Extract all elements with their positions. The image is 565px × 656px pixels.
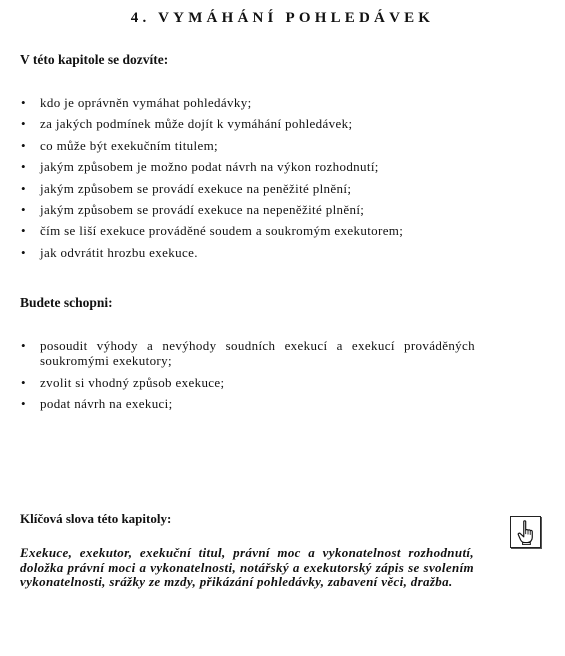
list-item — [20, 242, 475, 263]
list-item-text: co může být exekučním titulem; — [40, 137, 219, 153]
bullet-icon: • — [21, 338, 26, 353]
bullet-icon: • — [21, 202, 26, 218]
list-item-text: jak odvrátit hrozbu exekuce. — [40, 244, 198, 260]
bullet-icon: • — [21, 159, 26, 175]
bullet-icon: • — [21, 137, 26, 153]
list-item — [20, 338, 475, 368]
bullet-icon: • — [21, 396, 26, 411]
bullet-icon: • — [21, 244, 26, 260]
skills-heading: Budete schopni: — [20, 295, 113, 310]
pointing-hand-icon-graphic — [511, 517, 540, 547]
list-item-text: jakým způsobem se provádí exekuce na peněžité plnění; — [40, 180, 352, 196]
bullet-icon: • — [21, 95, 26, 110]
pointing-hand-icon — [510, 516, 541, 548]
bullet-icon: • — [21, 374, 26, 390]
keywords-heading: Klíčová slova této kapitoly: — [20, 511, 172, 526]
list-item-text: jakým způsobem se provádí exekuce na nepeněžité plnění; — [40, 202, 365, 218]
chapter-title: 4. VYMÁHÁNÍ POHLEDÁVEK — [130, 10, 435, 26]
skills-list — [20, 338, 475, 418]
list-item-text: podat návrh na exekuci; — [40, 396, 173, 411]
intro-list — [20, 92, 475, 263]
intro-heading: V této kapitole se dozvíte: — [20, 52, 169, 67]
list-item-text: za jakých podmínek může dojít k vymáhání pohledávek; — [40, 116, 353, 132]
list-item — [20, 135, 475, 156]
bullet-icon: • — [21, 116, 26, 132]
list-item-text: čím se liší exekuce prováděné soudem a soukromým exekutorem; — [40, 223, 404, 239]
list-item — [20, 92, 475, 113]
bullet-icon: • — [21, 223, 26, 239]
list-item — [20, 156, 475, 177]
list-item — [20, 199, 475, 220]
list-item-text: kdo je oprávněn vymáhat pohledávky; — [40, 95, 252, 110]
list-item-text: jakým způsobem je možno podat návrh na výkon rozhodnutí; — [40, 159, 379, 175]
list-item — [20, 396, 475, 411]
keywords-text: Exekuce, exekutor, exekuční titul, právní moc a vykonatelnost rozhodnutí, doložka právní moci a vykonatelnosti, notářský a exekutorský zápis se svolením vykonatelnosti, srážky ze mzdy, přikázání pohledávky, zabavení věci, dražba. — [20, 545, 474, 590]
bullet-icon: • — [21, 180, 26, 196]
list-item — [20, 113, 475, 134]
list-item — [20, 178, 475, 199]
list-item — [20, 220, 475, 241]
list-item — [20, 375, 475, 390]
list-item-text: zvolit si vhodný způsob exekuce; — [40, 374, 225, 390]
list-item-text: posoudit výhody a nevýhody soudních exekucí a exekucí prováděných soukromými exekutory; — [40, 338, 475, 368]
